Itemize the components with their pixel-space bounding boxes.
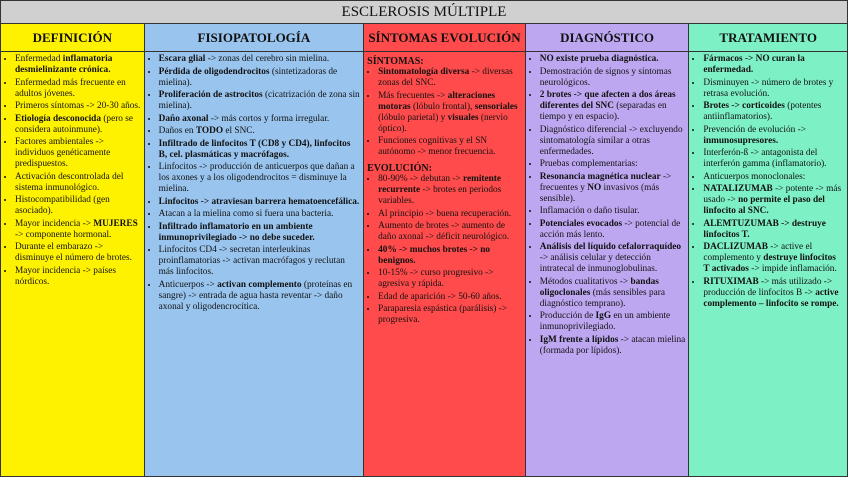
item-text: (proteínas en sangre) -> entrada de agua hasta reventar -> daño axonal y oligodencrocítica. <box>158 279 353 312</box>
item-text: Primeros síntomas -> 20-30 años. <box>15 101 141 111</box>
item-text: Aumento de brotes -> aumento de daño axonal -> déficit neurológico. <box>378 221 510 242</box>
item-text: invasivos (más sensible). <box>539 182 660 204</box>
item-text: remitente recurrente <box>378 174 502 195</box>
list-item <box>159 245 360 278</box>
item-text: Demostración de signos y síntomas neurológicos. <box>539 66 672 88</box>
item-text: (lóbulo parietal) y <box>378 112 448 123</box>
item-text: Potenciales evocados <box>539 218 623 229</box>
item-text: el SNC. <box>223 126 255 136</box>
item-text: Al principio -> buena recuperación. <box>378 208 512 219</box>
item-text: Producción de <box>539 311 596 321</box>
item-text: Linfocitos -> producción de anticuerpos que dañan a los axones y a los oligodendrocitos = disminuye la mielina. <box>158 162 355 194</box>
list-item <box>378 304 522 326</box>
list-item <box>159 197 360 208</box>
list-definicion <box>4 54 141 288</box>
list-item <box>540 206 686 217</box>
item-text: Análisis del líquido cefalorraquídeo <box>539 242 682 252</box>
list-tratamiento <box>692 54 844 310</box>
list-item <box>540 172 686 205</box>
column-tratamiento <box>689 24 847 477</box>
item-text: 10-15% -> curso progresivo -> agresiva y rápida. <box>378 268 494 289</box>
item-text: -> impide inflamación. <box>748 264 837 274</box>
list-item <box>703 148 844 170</box>
item-text: (potentes antiinflamatorios). <box>703 101 822 122</box>
list-item <box>540 159 686 170</box>
item-text: -> active el complemento y <box>703 242 813 263</box>
item-text: 80-90% -> debutan -> <box>378 174 463 184</box>
list-item <box>703 219 844 241</box>
item-text: (lóbulo frontal), <box>410 101 475 112</box>
list-item <box>540 54 686 65</box>
item-text: Disminuyen -> número de brotes y retrasa evolución. <box>703 77 834 99</box>
list-item <box>540 219 686 241</box>
list-fisiopatologia <box>148 54 360 313</box>
list-item <box>159 280 360 313</box>
list-item <box>540 335 686 357</box>
item-text: bandas oligoclonales <box>539 276 659 298</box>
item-text: -> brotes en periodos variables. <box>378 185 502 206</box>
list-item <box>15 137 141 170</box>
section-sintomas-title: SÍNTOMAS: <box>367 56 424 67</box>
list-item <box>159 209 360 220</box>
item-text: Histocompatibilidad (gen asociado). <box>15 195 110 216</box>
item-text: TODO <box>195 126 224 136</box>
item-text: -> análisis celular y detección intratecal de inmunoglobulinas. <box>539 253 658 274</box>
list-item <box>378 209 522 220</box>
item-text: Pruebas complementarias: <box>539 159 638 169</box>
item-text: Daño axonal <box>158 113 209 124</box>
item-text: Atacan a la mielina como si fuera una bacteria. <box>158 209 334 219</box>
list-item <box>378 136 522 158</box>
list-item <box>159 54 360 65</box>
item-text: IgG <box>595 311 612 321</box>
header-sintomas: SÍNTOMAS EVOLUCIÓN <box>364 24 525 52</box>
item-text: Enfermedad <box>15 54 63 64</box>
list-item <box>378 91 522 135</box>
item-text: Linfocitos CD4 -> secretan interleukinas proinflamatorias -> activan macrófagos y reclutan más linfocitos. <box>158 245 345 277</box>
list-item <box>703 242 844 275</box>
list-item <box>159 90 360 112</box>
list-item <box>15 219 141 241</box>
item-text: 2 brotes -> que afecten a dos áreas diferentes del SNC <box>539 90 676 111</box>
header-fisiopatologia: FISIOPATOLOGÍA <box>145 24 363 52</box>
item-text: en un ambiente inmunoprivilegiado. <box>539 311 671 332</box>
item-text: -> más utilizado -> producción de linfocitos B -> <box>703 276 833 298</box>
item-text: -> potencial de acción más lento. <box>539 218 681 240</box>
item-text: (sintetizadoras de mielina). <box>158 66 338 88</box>
list-item <box>378 221 522 243</box>
list-sintomas <box>367 67 522 158</box>
item-text: Proliferación de astrocitos <box>158 90 263 100</box>
list-item <box>703 78 844 100</box>
item-text: Anticuerpos -> <box>158 279 218 290</box>
item-text: -> potente -> más usado -> <box>703 184 842 205</box>
list-item <box>540 90 686 123</box>
list-item <box>540 242 686 275</box>
item-text: inmunosupresores. <box>703 135 779 146</box>
list-item <box>159 114 360 125</box>
list-item <box>540 125 686 158</box>
list-evolucion <box>367 174 522 326</box>
list-item <box>15 242 141 264</box>
item-text: -> diversas zonas del SNC. <box>378 67 513 88</box>
header-definicion: DEFINICIÓN <box>1 24 144 52</box>
item-text: Métodos cualitativos -> <box>539 276 631 287</box>
list-item <box>540 311 686 333</box>
list-item <box>378 245 522 267</box>
item-text: IgM frente a lípidos <box>539 334 619 345</box>
item-text: MUJERES <box>93 218 138 229</box>
item-text: Factores ambientales -> individuos genéticamente predispuestos. <box>15 137 111 169</box>
item-text: Infiltrado inflamatorio en un ambiente inmunoprivilegiado -> no debe suceder. <box>158 221 315 243</box>
item-text: NATALIZUMAB <box>703 184 773 194</box>
item-text: Enfermedad más frecuente en adultos jóvenes. <box>15 77 126 99</box>
list-item <box>15 266 141 288</box>
item-text: (más sensibles para diagnóstico temprano). <box>539 287 666 309</box>
item-text: Anticuerpos monoclonales: <box>703 171 806 182</box>
column-diagnostico <box>526 24 690 477</box>
item-text: -> componente hormonal. <box>15 229 112 240</box>
list-diagnostico <box>529 54 686 357</box>
item-text: alteraciones motoras <box>378 90 496 112</box>
item-text: Fármacos -> NO curan la enfermedad. <box>703 54 805 75</box>
item-text: Infiltrado de linfocitos T (CD8 y CD4), linfocitos B, cel. plasmáticas y macrófagos. <box>158 138 351 160</box>
item-text: DACLIZUMAB <box>703 242 768 252</box>
list-item <box>703 125 844 147</box>
item-text: Durante el embarazo -> disminuye el número de brotes. <box>15 242 132 263</box>
list-item <box>15 172 141 194</box>
item-text: NO <box>587 182 602 193</box>
header-tratamiento: TRATAMIENTO <box>689 24 847 52</box>
item-text: Diagnóstico diferencial -> excluyendo sintomatología similar a otras enfermedades. <box>539 124 683 157</box>
item-text: Interferón-ß -> antagonista del interferón gamma (inflamatorio). <box>703 148 827 169</box>
item-text: 40% -> muchos brotes -> no benignos. <box>378 244 491 266</box>
list-item <box>15 54 141 76</box>
item-text: Pérdida de oligodendrocitos <box>158 66 270 77</box>
column-fisiopatologia <box>145 24 364 477</box>
item-text: Escara glial <box>158 54 206 64</box>
list-item <box>703 172 844 183</box>
item-text: Activación descontrolada del sistema inmunológico. <box>15 171 124 193</box>
item-text: (nervio óptico). <box>378 112 508 134</box>
list-item <box>378 67 522 89</box>
item-text: no permite el paso del linfocito al SNC. <box>703 195 825 216</box>
list-item <box>540 277 686 310</box>
item-text: -> más cortos y forma irregular. <box>208 113 330 124</box>
item-text: Sintomatología diversa <box>378 67 470 77</box>
list-item <box>15 101 141 112</box>
item-text: Prevención de evolución -> <box>703 124 806 135</box>
item-text: inflamatoria desmielinizante crónica. <box>15 54 113 75</box>
list-item <box>378 292 522 303</box>
list-item <box>15 78 141 100</box>
list-item <box>15 114 141 136</box>
item-text: active complemento – linfocito se rompe. <box>703 287 839 309</box>
list-item <box>378 174 522 207</box>
item-text: RITUXIMAB <box>703 276 759 287</box>
list-item <box>540 67 686 89</box>
list-item <box>159 162 360 195</box>
item-text: NO existe prueba diagnóstica. <box>539 54 659 64</box>
column-definicion <box>1 24 145 477</box>
item-text: sensoriales <box>474 101 518 112</box>
list-item <box>159 126 360 137</box>
columns-row <box>1 24 847 477</box>
item-text: Resonancia magnética nuclear <box>539 171 661 182</box>
column-sintomas <box>364 24 526 477</box>
list-item <box>703 101 844 123</box>
item-text: -> atacan mielina (formada por lípidos). <box>539 334 686 356</box>
item-text: Etiología desconocida <box>15 113 102 124</box>
list-item <box>703 277 844 310</box>
list-item <box>159 67 360 89</box>
list-item <box>15 195 141 217</box>
item-text: Más frecuentes -> <box>378 90 448 101</box>
item-text: destruye linfocitos T activados <box>703 253 836 274</box>
item-text: Paraparesia espástica (parálisis) -> progresiva. <box>378 304 508 325</box>
item-text: Inflamación o daño tisular. <box>539 206 640 216</box>
item-text: ALEMTUZUMAB -> destruye linfocitos T. <box>703 218 826 240</box>
list-item <box>159 139 360 161</box>
item-text: Daños en <box>158 126 196 136</box>
item-text: -> zonas del cerebro sin mielina. <box>205 54 330 64</box>
item-text: activan complemento <box>217 279 302 290</box>
list-item <box>703 184 844 217</box>
page-title: ESCLEROSIS MÚLTIPLE <box>1 1 847 24</box>
item-text: Edad de aparición -> 50-60 años. <box>378 291 502 302</box>
item-text: visuales <box>447 112 479 123</box>
item-text: Funciones cognitivas y el SN autónomo -> menor frecuencia. <box>378 136 496 157</box>
list-item <box>159 222 360 244</box>
list-item <box>378 268 522 290</box>
item-text: (separadas en tiempo y en espacio). <box>539 101 667 122</box>
item-text: -> frecuentes y <box>539 171 672 193</box>
item-text: Mayor incidencia -> países nórdicos. <box>15 265 117 287</box>
section-evolucion-title: EVOLUCIÓN: <box>367 163 432 174</box>
item-text: Brotes -> corticoides <box>703 101 785 111</box>
item-text: (cicatrización de zona sin mielina). <box>158 90 360 111</box>
header-diagnostico: DIAGNÓSTICO <box>526 24 689 52</box>
list-item <box>703 54 844 76</box>
item-text: Linfocitos -> atraviesan barrera hematoencefálica. <box>158 196 360 207</box>
item-text: Mayor incidencia -> <box>15 218 94 229</box>
item-text: (pero se considera autoinmune). <box>15 113 134 135</box>
